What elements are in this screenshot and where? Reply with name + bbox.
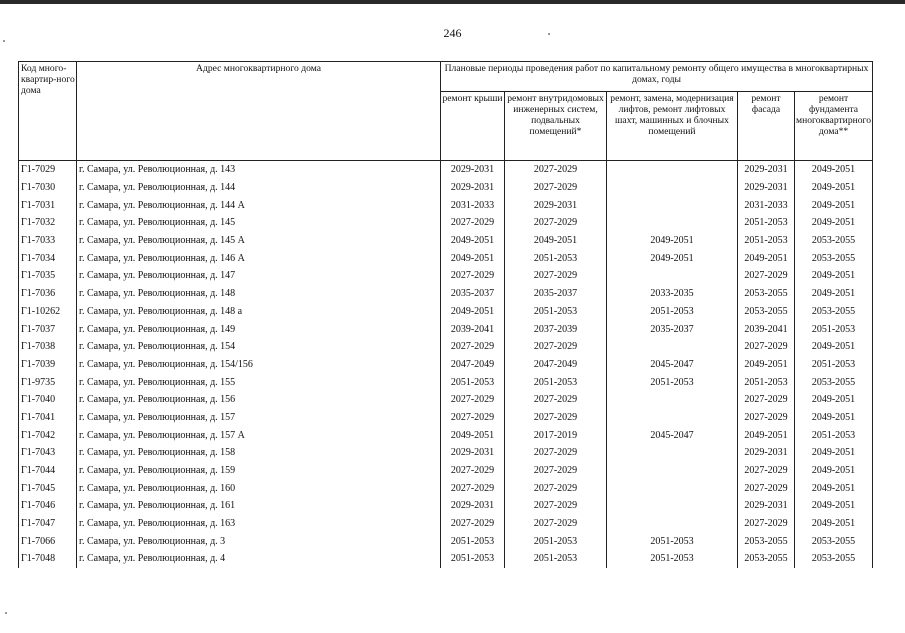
address-cell: г. Самара, ул. Революционная, д. 145 [77, 214, 441, 232]
elevators-period-cell: 2045-2047 [607, 356, 738, 374]
foundation-period-cell: 2049-2051 [795, 179, 873, 197]
facade-period-cell: 2051-2053 [738, 373, 795, 391]
elevators-period-cell [607, 214, 738, 232]
roof-period-cell: 2051-2053 [441, 550, 505, 568]
roof-period-cell: 2035-2037 [441, 285, 505, 303]
table-body [19, 161, 873, 568]
foundation-period-cell: 2049-2051 [795, 267, 873, 285]
table-row [19, 356, 873, 374]
table-row [19, 285, 873, 303]
foundation-period-cell: 2051-2053 [795, 356, 873, 374]
header-code: Код много-квартир-ного дома [19, 62, 77, 161]
facade-period-cell: 2051-2053 [738, 214, 795, 232]
roof-period-cell: 2039-2041 [441, 320, 505, 338]
capital-repair-table [18, 61, 873, 568]
house-code-cell: Г1-7066 [19, 532, 77, 550]
house-code-cell: Г1-7040 [19, 391, 77, 409]
house-code-cell: Г1-7034 [19, 249, 77, 267]
house-code-cell: Г1-7032 [19, 214, 77, 232]
systems-period-cell: 2027-2029 [505, 179, 607, 197]
facade-period-cell: 2053-2055 [738, 550, 795, 568]
facade-period-cell: 2027-2029 [738, 391, 795, 409]
roof-period-cell: 2049-2051 [441, 249, 505, 267]
header-address: Адрес многоквартирного дома [77, 62, 441, 161]
scan-speck [548, 33, 550, 35]
elevators-period-cell: 2051-2053 [607, 550, 738, 568]
elevators-period-cell [607, 409, 738, 427]
roof-period-cell: 2029-2031 [441, 161, 505, 179]
elevators-period-cell [607, 391, 738, 409]
foundation-period-cell: 2049-2051 [795, 196, 873, 214]
table-row [19, 550, 873, 568]
foundation-period-cell: 2051-2053 [795, 320, 873, 338]
foundation-period-cell: 2053-2055 [795, 249, 873, 267]
address-cell: г. Самара, ул. Революционная, д. 148 [77, 285, 441, 303]
page-number: 246 [443, 26, 462, 40]
address-cell: г. Самара, ул. Революционная, д. 144 А [77, 196, 441, 214]
address-cell: г. Самара, ул. Революционная, д. 157 [77, 409, 441, 427]
house-code-cell: Г1-7030 [19, 179, 77, 197]
roof-period-cell: 2027-2029 [441, 409, 505, 427]
foundation-period-cell: 2049-2051 [795, 462, 873, 480]
systems-period-cell: 2027-2029 [505, 497, 607, 515]
address-cell: г. Самара, ул. Революционная, д. 3 [77, 532, 441, 550]
facade-period-cell: 2029-2031 [738, 497, 795, 515]
systems-period-cell: 2051-2053 [505, 373, 607, 391]
facade-period-cell: 2027-2029 [738, 409, 795, 427]
foundation-period-cell: 2049-2051 [795, 285, 873, 303]
table-row [19, 479, 873, 497]
foundation-period-cell: 2049-2051 [795, 161, 873, 179]
table-row [19, 196, 873, 214]
foundation-period-cell: 2049-2051 [795, 479, 873, 497]
roof-period-cell: 2027-2029 [441, 267, 505, 285]
table-row [19, 214, 873, 232]
roof-period-cell: 2027-2029 [441, 214, 505, 232]
foundation-period-cell: 2049-2051 [795, 214, 873, 232]
roof-period-cell: 2051-2053 [441, 373, 505, 391]
systems-period-cell: 2035-2037 [505, 285, 607, 303]
facade-period-cell: 2031-2033 [738, 196, 795, 214]
facade-period-cell: 2027-2029 [738, 267, 795, 285]
house-code-cell: Г1-10262 [19, 303, 77, 321]
roof-period-cell: 2031-2033 [441, 196, 505, 214]
facade-period-cell: 2029-2031 [738, 161, 795, 179]
roof-period-cell: 2029-2031 [441, 179, 505, 197]
facade-period-cell: 2027-2029 [738, 338, 795, 356]
address-cell: г. Самара, ул. Революционная, д. 158 [77, 444, 441, 462]
top-border-line [0, 0, 905, 4]
roof-period-cell: 2029-2031 [441, 497, 505, 515]
table-row [19, 497, 873, 515]
address-cell: г. Самара, ул. Революционная, д. 147 [77, 267, 441, 285]
house-code-cell: Г1-7038 [19, 338, 77, 356]
house-code-cell: Г1-7037 [19, 320, 77, 338]
elevators-period-cell: 2045-2047 [607, 426, 738, 444]
elevators-period-cell [607, 515, 738, 533]
header-roof: ремонт крыши [441, 92, 505, 161]
table-header [19, 62, 873, 161]
house-code-cell: Г1-7029 [19, 161, 77, 179]
address-cell: г. Самара, ул. Революционная, д. 163 [77, 515, 441, 533]
systems-period-cell: 2037-2039 [505, 320, 607, 338]
table-row [19, 338, 873, 356]
elevators-period-cell: 2051-2053 [607, 532, 738, 550]
address-cell: г. Самара, ул. Революционная, д. 4 [77, 550, 441, 568]
table-row [19, 249, 873, 267]
foundation-period-cell: 2053-2055 [795, 550, 873, 568]
systems-period-cell: 2027-2029 [505, 444, 607, 462]
table-row [19, 267, 873, 285]
table-row [19, 232, 873, 250]
house-code-cell: Г1-7039 [19, 356, 77, 374]
table-row [19, 320, 873, 338]
house-code-cell: Г1-7042 [19, 426, 77, 444]
systems-period-cell: 2051-2053 [505, 249, 607, 267]
foundation-period-cell: 2053-2055 [795, 232, 873, 250]
address-cell: г. Самара, ул. Революционная, д. 156 [77, 391, 441, 409]
table-row [19, 444, 873, 462]
facade-period-cell: 2027-2029 [738, 479, 795, 497]
elevators-period-cell: 2049-2051 [607, 232, 738, 250]
address-cell: г. Самара, ул. Революционная, д. 148 а [77, 303, 441, 321]
systems-period-cell: 2027-2029 [505, 391, 607, 409]
address-cell: г. Самара, ул. Революционная, д. 155 [77, 373, 441, 391]
address-cell: г. Самара, ул. Революционная, д. 145 А [77, 232, 441, 250]
foundation-period-cell: 2053-2055 [795, 303, 873, 321]
table-row [19, 409, 873, 427]
roof-period-cell: 2049-2051 [441, 303, 505, 321]
address-cell: г. Самара, ул. Революционная, д. 157 А [77, 426, 441, 444]
roof-period-cell: 2027-2029 [441, 479, 505, 497]
table-row [19, 391, 873, 409]
header-elevators: ремонт, замена, модернизация лифтов, ремонт лифтовых шахт, машинных и блочных помещений [607, 92, 738, 161]
elevators-period-cell: 2051-2053 [607, 373, 738, 391]
house-code-cell: Г1-7046 [19, 497, 77, 515]
table-row [19, 179, 873, 197]
house-code-cell: Г1-7036 [19, 285, 77, 303]
facade-period-cell: 2029-2031 [738, 444, 795, 462]
house-code-cell: Г1-7044 [19, 462, 77, 480]
roof-period-cell: 2029-2031 [441, 444, 505, 462]
table-row [19, 515, 873, 533]
address-cell: г. Самара, ул. Революционная, д. 149 [77, 320, 441, 338]
elevators-period-cell [607, 479, 738, 497]
address-cell: г. Самара, ул. Революционная, д. 159 [77, 462, 441, 480]
elevators-period-cell [607, 444, 738, 462]
table-row [19, 303, 873, 321]
house-code-cell: Г1-7048 [19, 550, 77, 568]
header-facade: ремонт фасада [738, 92, 795, 161]
roof-period-cell: 2027-2029 [441, 515, 505, 533]
elevators-period-cell [607, 462, 738, 480]
systems-period-cell: 2017-2019 [505, 426, 607, 444]
systems-period-cell: 2051-2053 [505, 550, 607, 568]
roof-period-cell: 2027-2029 [441, 462, 505, 480]
foundation-period-cell: 2049-2051 [795, 515, 873, 533]
facade-period-cell: 2053-2055 [738, 285, 795, 303]
systems-period-cell: 2049-2051 [505, 232, 607, 250]
elevators-period-cell [607, 497, 738, 515]
address-cell: г. Самара, ул. Революционная, д. 160 [77, 479, 441, 497]
address-cell: г. Самара, ул. Революционная, д. 143 [77, 161, 441, 179]
facade-period-cell: 2027-2029 [738, 515, 795, 533]
elevators-period-cell [607, 161, 738, 179]
facade-period-cell: 2049-2051 [738, 356, 795, 374]
facade-period-cell: 2029-2031 [738, 179, 795, 197]
address-cell: г. Самара, ул. Революционная, д. 144 [77, 179, 441, 197]
roof-period-cell: 2049-2051 [441, 426, 505, 444]
header-systems: ремонт внутридомовых инженерных систем, подвальных помещений* [505, 92, 607, 161]
house-code-cell: Г1-7047 [19, 515, 77, 533]
elevators-period-cell: 2051-2053 [607, 303, 738, 321]
roof-period-cell: 2027-2029 [441, 338, 505, 356]
header-periods: Плановые периоды проведения работ по капитальному ремонту общего имущества в многоквартирных домах, годы [441, 62, 873, 92]
systems-period-cell: 2027-2029 [505, 161, 607, 179]
facade-period-cell: 2049-2051 [738, 249, 795, 267]
systems-period-cell: 2027-2029 [505, 479, 607, 497]
systems-period-cell: 2027-2029 [505, 338, 607, 356]
foundation-period-cell: 2049-2051 [795, 409, 873, 427]
elevators-period-cell [607, 196, 738, 214]
scan-speck [5, 612, 7, 614]
facade-period-cell: 2051-2053 [738, 232, 795, 250]
scan-speck [3, 40, 5, 42]
header-foundation: ремонт фундамента многоквартирного дома** [795, 92, 873, 161]
elevators-period-cell: 2049-2051 [607, 249, 738, 267]
elevators-period-cell [607, 338, 738, 356]
foundation-period-cell: 2053-2055 [795, 373, 873, 391]
elevators-period-cell: 2035-2037 [607, 320, 738, 338]
roof-period-cell: 2027-2029 [441, 391, 505, 409]
house-code-cell: Г1-7033 [19, 232, 77, 250]
house-code-cell: Г1-7045 [19, 479, 77, 497]
house-code-cell: Г1-7035 [19, 267, 77, 285]
table-row [19, 532, 873, 550]
systems-period-cell: 2027-2029 [505, 515, 607, 533]
facade-period-cell: 2053-2055 [738, 532, 795, 550]
facade-period-cell: 2039-2041 [738, 320, 795, 338]
house-code-cell: Г1-7043 [19, 444, 77, 462]
address-cell: г. Самара, ул. Революционная, д. 161 [77, 497, 441, 515]
house-code-cell: Г1-9735 [19, 373, 77, 391]
elevators-period-cell: 2033-2035 [607, 285, 738, 303]
elevators-period-cell [607, 179, 738, 197]
foundation-period-cell: 2049-2051 [795, 338, 873, 356]
address-cell: г. Самара, ул. Революционная, д. 146 А [77, 249, 441, 267]
systems-period-cell: 2027-2029 [505, 267, 607, 285]
systems-period-cell: 2027-2029 [505, 409, 607, 427]
address-cell: г. Самара, ул. Революционная, д. 154/156 [77, 356, 441, 374]
address-cell: г. Самара, ул. Революционная, д. 154 [77, 338, 441, 356]
systems-period-cell: 2027-2029 [505, 214, 607, 232]
foundation-period-cell: 2049-2051 [795, 444, 873, 462]
roof-period-cell: 2047-2049 [441, 356, 505, 374]
house-code-cell: Г1-7041 [19, 409, 77, 427]
house-code-cell: Г1-7031 [19, 196, 77, 214]
roof-period-cell: 2049-2051 [441, 232, 505, 250]
systems-period-cell: 2029-2031 [505, 196, 607, 214]
systems-period-cell: 2051-2053 [505, 303, 607, 321]
table-row [19, 462, 873, 480]
systems-period-cell: 2051-2053 [505, 532, 607, 550]
facade-period-cell: 2053-2055 [738, 303, 795, 321]
roof-period-cell: 2051-2053 [441, 532, 505, 550]
table-row [19, 426, 873, 444]
facade-period-cell: 2049-2051 [738, 426, 795, 444]
foundation-period-cell: 2049-2051 [795, 391, 873, 409]
elevators-period-cell [607, 267, 738, 285]
facade-period-cell: 2027-2029 [738, 462, 795, 480]
foundation-period-cell: 2053-2055 [795, 532, 873, 550]
foundation-period-cell: 2049-2051 [795, 497, 873, 515]
table-row [19, 373, 873, 391]
table-row [19, 161, 873, 179]
systems-period-cell: 2027-2029 [505, 462, 607, 480]
systems-period-cell: 2047-2049 [505, 356, 607, 374]
foundation-period-cell: 2051-2053 [795, 426, 873, 444]
